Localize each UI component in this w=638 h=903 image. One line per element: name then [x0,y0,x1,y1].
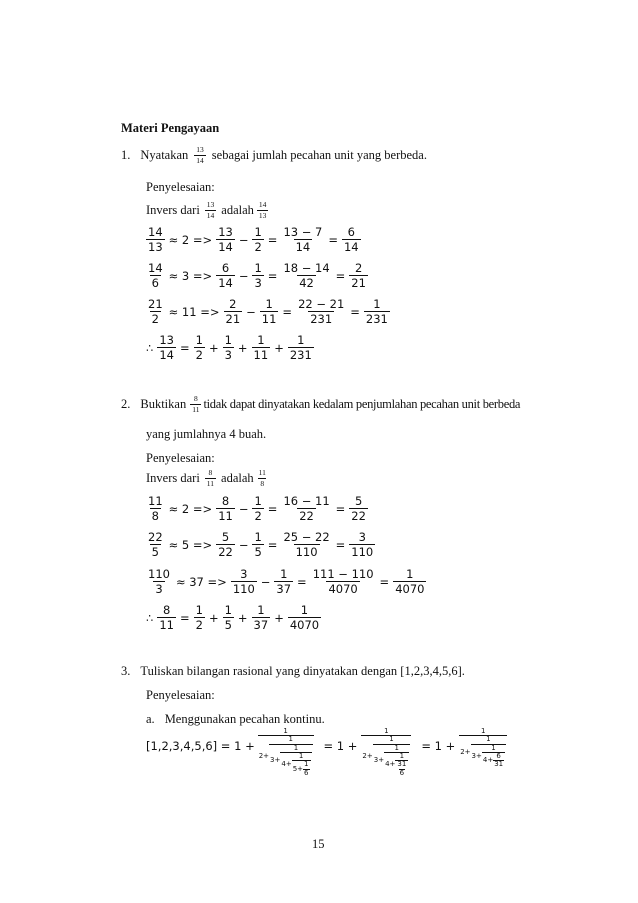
problem-1-step-row: $\frac{14}{6}$ ≈ 3 => $\frac{6}{14}$ − $\frac{1}{3}$ = $\frac{18 - 14}{42}$ = $\frac{2}{21}$ [148,261,366,291]
step-approx: ≈ 3 => [168,268,213,283]
inverse-adalah: adalah [221,470,254,485]
problem-2-statement-line2: yang jumlahnya 4 buah. [146,427,267,441]
step-fraction-a: $\frac{110}{3}$ [148,567,170,597]
cf-lhs: [1,2,3,4,5,6] = 1 + [146,739,255,753]
page-number: 15 [312,837,325,851]
cf-equals: = 1 + [421,739,456,753]
step-fraction-c: $\frac{1}{11}$ [261,297,277,327]
sub-a-marker: a. [146,712,155,726]
conclusion-term: $\frac{1}{11}$ [253,333,269,363]
step-approx: ≈ 2 => [168,501,213,516]
problem-1-pre: Nyatakan [140,147,189,162]
problem-2-step-row: $\frac{11}{8}$ ≈ 2 => $\frac{8}{11}$ − $\frac{1}{2}$ = $\frac{16 - 11}{22}$ = $\frac{5}{22}$ [148,494,366,524]
problem-1-inverse-line [146,201,271,220]
continued-fraction-line [146,728,507,777]
cf-equals: = 1 + [323,739,358,753]
step-fraction-c: $\frac{1}{5}$ [254,530,262,560]
step-fraction-a: $\frac{14}{13}$ [148,225,163,255]
problem-1-conclusion: ∴ $\frac{13}{14}$ = $\frac{1}{2}$ + $\frac{1}{3}$ + $\frac{1}{11}$ + $\frac{1}{231}$ [146,333,312,363]
conclusion-term: $\frac{1}{2}$ [195,603,203,633]
step-fraction-d: $\frac{13 - 7}{14}$ [283,225,323,255]
problem-2-inverse-line [146,469,271,488]
problem-1-step-row: $\frac{14}{13}$ ≈ 2 => $\frac{13}{14}$ − $\frac{1}{2}$ = $\frac{13 - 7}{14}$ = $\frac{6}{14}$ [148,225,359,255]
conclusion-term: $\frac{1}{2}$ [195,333,203,363]
continued-fraction-3: 1 2+ 1 3+ 1 4+ $\frac{6}{31}$ [459,728,507,769]
continued-fraction-2: 1 2+ 1 3+ 1 4+ $\frac{1}{\frac{31}{6}}$ [361,728,411,777]
step-fraction-c: $\frac{1}{2}$ [254,494,262,524]
problem-3-text: Tuliskan bilangan rasional yang dinyatakan dengan [1,2,3,4,5,6]. [140,664,465,678]
problem-2-solution-label: Penyelesaian: [146,451,215,465]
step-fraction-e: $\frac{5}{22}$ [351,494,366,524]
step-approx: ≈ 5 => [168,537,213,552]
step-fraction-a: $\frac{14}{6}$ [148,261,163,291]
step-fraction-b: $\frac{3}{110}$ [232,567,255,597]
therefore-symbol: ∴ [146,610,154,625]
problem-2-step-row: $\frac{22}{5}$ ≈ 5 => $\frac{5}{22}$ − $\frac{1}{5}$ = $\frac{25 - 22}{110}$ = $\frac{3}{110}$ [148,530,374,560]
problem-3-sub-a [146,712,325,727]
step-fraction-b: $\frac{5}{22}$ [218,530,233,560]
conclusion-lhs: $\frac{8}{11}$ [159,603,174,633]
conclusion-term: $\frac{1}{231}$ [289,333,312,363]
inverse-from-fraction: $\frac{8}{11}$ [206,468,215,488]
problem-3-statement [121,664,465,679]
problem-2-step-row: $\frac{110}{3}$ ≈ 37 => $\frac{3}{110}$ − $\frac{1}{37}$ = $\frac{111 - 110}{4070}$ = $\frac{1}{4070}$ [148,567,425,597]
problem-1-post: sebagai jumlah pecahan unit yang berbeda. [211,147,427,162]
step-fraction-b: $\frac{2}{21}$ [225,297,241,327]
step-approx: ≈ 37 => [175,574,227,589]
step-fraction-a: $\frac{22}{5}$ [148,530,163,560]
conclusion-term: $\frac{1}{37}$ [253,603,269,633]
step-fraction-d: $\frac{22 - 21}{231}$ [298,297,345,327]
problem-3-solution-label: Penyelesaian: [146,688,215,702]
conclusion-term: $\frac{1}{4070}$ [289,603,320,633]
therefore-symbol: ∴ [146,340,154,355]
inverse-to-fraction: $\frac{14}{13}$ [258,200,267,220]
inverse-label: Invers dari [146,202,200,217]
problem-2-post: tidak dapat dinyatakan kedalam penjumlahan pecahan unit berbeda [203,396,521,411]
continued-fraction-1: 1 2+ 1 3+ 1 4+ 1 5+ $\frac{1}{6}$ [258,728,314,777]
problem-1-solution-label: Penyelesaian: [146,180,215,194]
conclusion-lhs: $\frac{13}{14}$ [159,333,174,363]
step-fraction-d: $\frac{18 - 14}{42}$ [283,261,330,291]
inverse-from-fraction: $\frac{13}{14}$ [206,200,215,220]
problem-2-fraction: $\frac{8}{11}$ [192,394,200,414]
problem-2-statement [121,395,520,414]
step-fraction-c: $\frac{1}{3}$ [254,261,262,291]
inverse-to-fraction: $\frac{11}{8}$ [258,468,266,488]
step-fraction-c: $\frac{1}{2}$ [254,225,262,255]
problem-2-pre: Buktikan [140,396,187,411]
problem-1-number: 1. [121,147,131,162]
step-fraction-b: $\frac{8}{11}$ [218,494,233,524]
step-fraction-d: $\frac{16 - 11}{22}$ [283,494,330,524]
step-fraction-b: $\frac{13}{14}$ [218,225,233,255]
problem-1-statement [121,146,427,165]
problem-2-conclusion: ∴ $\frac{8}{11}$ = $\frac{1}{2}$ + $\frac{1}{5}$ + $\frac{1}{37}$ + $\frac{1}{4070}$ [146,603,320,633]
section-heading: Materi Pengayaan [121,121,220,135]
problem-1-step-row: $\frac{21}{2}$ ≈ 11 => $\frac{2}{21}$ − $\frac{1}{11}$ = $\frac{22 - 21}{231}$ = $\frac{1}{231}$ [148,297,388,327]
step-fraction-d: $\frac{25 - 22}{110}$ [283,530,330,560]
step-fraction-a: $\frac{11}{8}$ [148,494,163,524]
step-fraction-e: $\frac{6}{14}$ [343,225,359,255]
step-fraction-e: $\frac{3}{110}$ [351,530,374,560]
step-fraction-a: $\frac{21}{2}$ [148,297,163,327]
conclusion-term: $\frac{1}{3}$ [224,333,232,363]
step-fraction-e: $\frac{2}{21}$ [351,261,366,291]
inverse-label: Invers dari [146,470,200,485]
problem-1-fraction: $\frac{13}{14}$ [196,145,204,165]
step-approx: ≈ 2 => [168,232,213,247]
problem-2-number: 2. [121,396,131,411]
step-approx: ≈ 11 => [168,304,220,319]
step-fraction-e: $\frac{1}{4070}$ [395,567,425,597]
conclusion-term: $\frac{1}{5}$ [224,603,232,633]
problem-3-number: 3. [121,664,131,678]
step-fraction-b: $\frac{6}{14}$ [218,261,233,291]
step-fraction-d: $\frac{111 - 110}{4070}$ [312,567,374,597]
sub-a-text: Menggunakan pecahan kontinu. [164,712,325,726]
step-fraction-c: $\frac{1}{37}$ [276,567,292,597]
inverse-adalah: adalah [221,202,254,217]
step-fraction-e: $\frac{1}{231}$ [365,297,388,327]
